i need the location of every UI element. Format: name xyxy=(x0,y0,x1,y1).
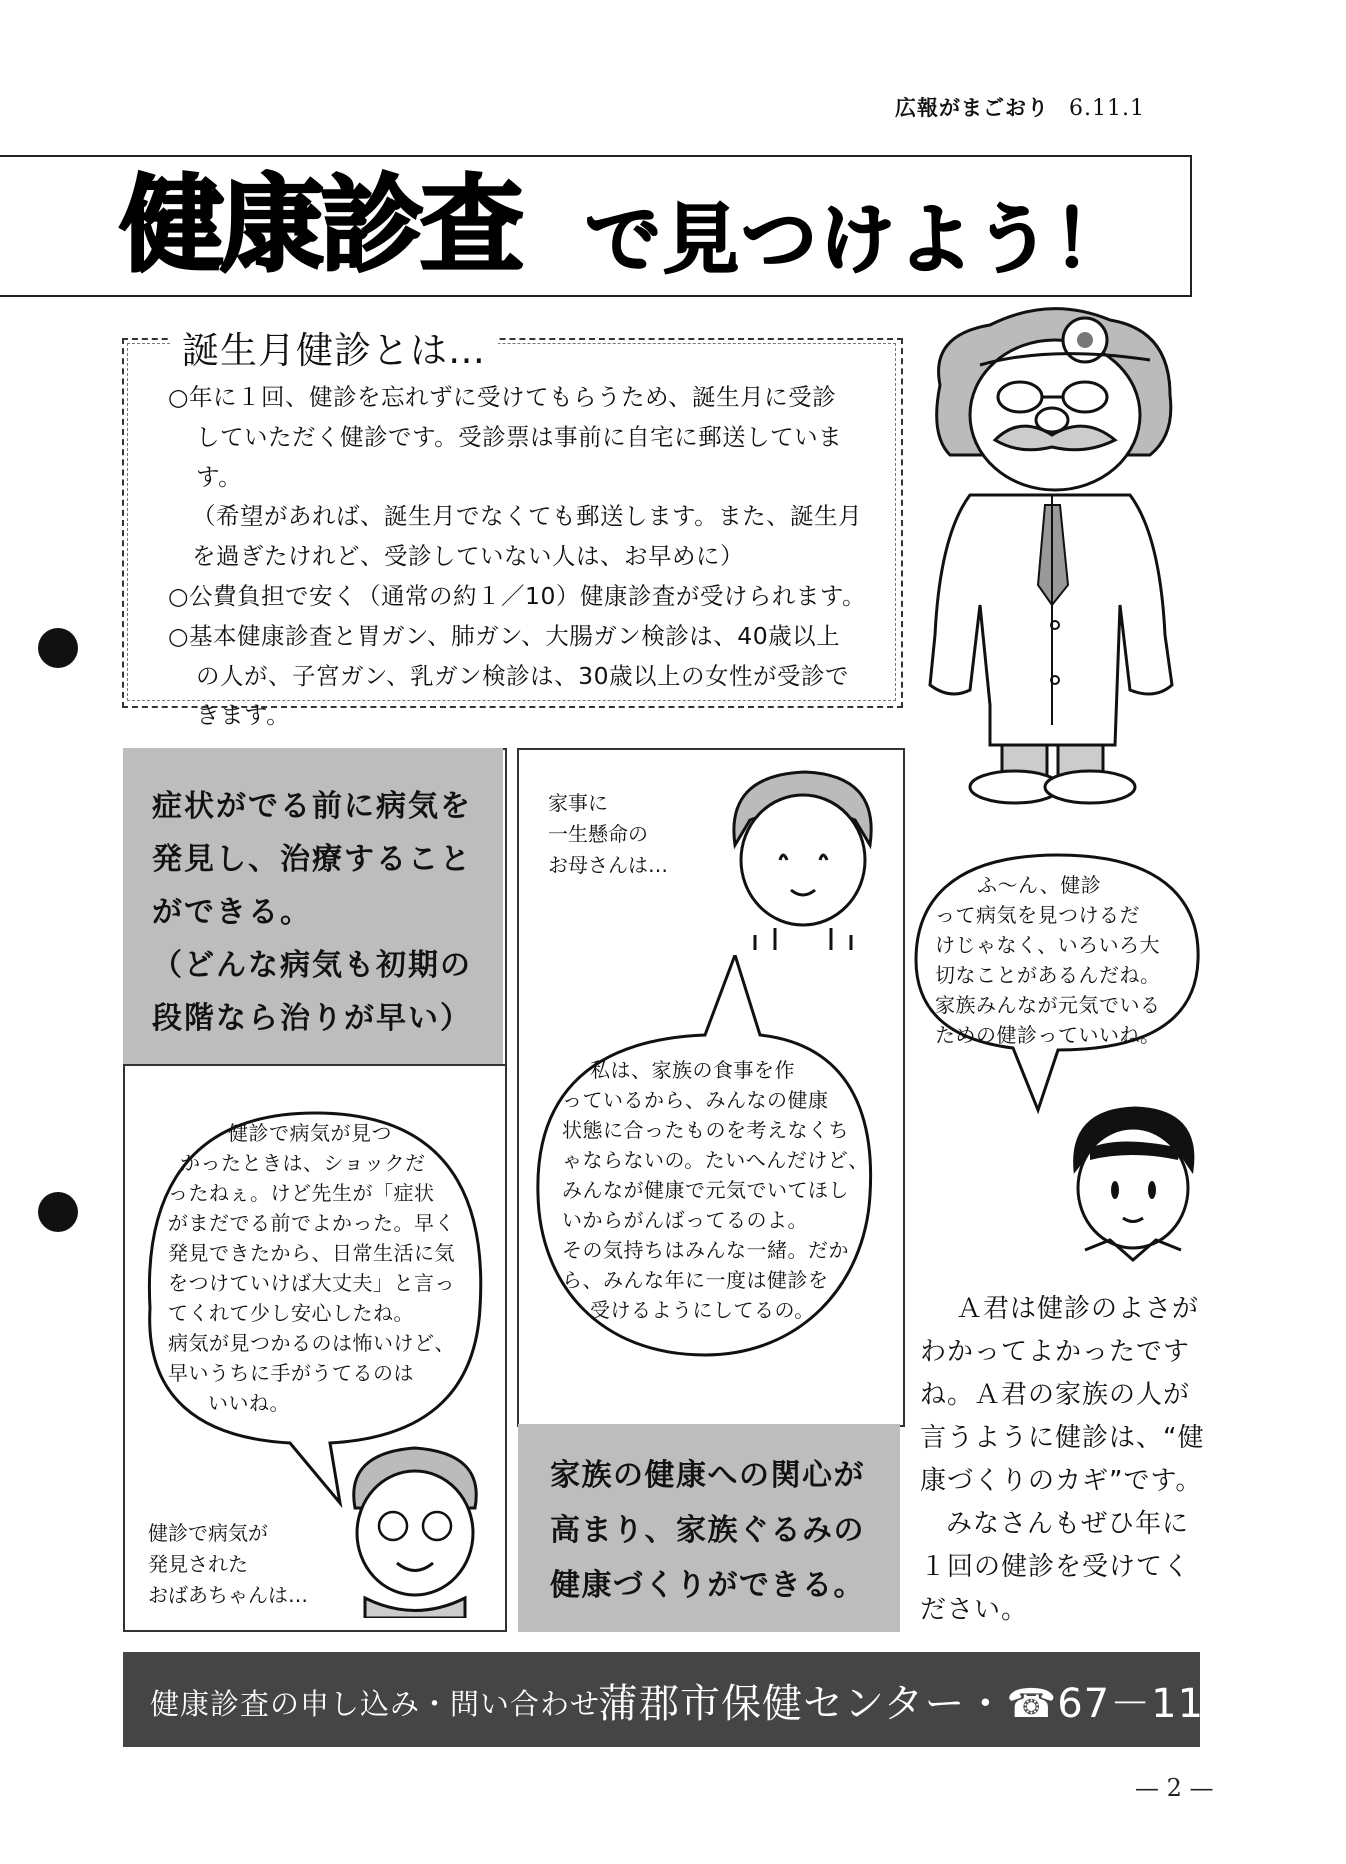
panel-divider xyxy=(123,1064,505,1066)
benefit-2-line: 家族の健康への関心が xyxy=(550,1458,865,1493)
mother-speech-line: いからがんばってるのよ。 xyxy=(562,1208,808,1232)
punch-hole xyxy=(38,1192,78,1232)
mother-caption-line: 一生懸命の xyxy=(548,822,648,846)
benefit-2-text xyxy=(550,1448,890,1613)
conclusion-line: みなさんもぜひ年に xyxy=(946,1509,1190,1539)
conclusion-line: １回の健診を受けてく xyxy=(920,1552,1191,1582)
grandma-caption-line: 健診で病気が xyxy=(148,1521,268,1545)
conclusion-line: 言うように健診は、“健 xyxy=(920,1423,1205,1453)
definition-heading: 誕生月健診とは… xyxy=(170,320,498,374)
mother-speech-line: みんなが健康で元気でいてほし xyxy=(562,1178,849,1202)
benefit-1-line: 段階なら治りが早い） xyxy=(152,1001,472,1036)
publication-header xyxy=(895,92,1145,122)
definition-line: の人が、子宮ガン、乳ガン検診は、30歳以上の女性が受診で xyxy=(196,661,850,690)
mother-caption xyxy=(548,788,668,881)
grandma-speech-line: 病気が見つかるのは怖いけど、 xyxy=(168,1331,455,1355)
definition-body xyxy=(168,378,888,736)
conclusion-line: ださい。 xyxy=(920,1595,1029,1625)
grandma-speech-line: いいね。 xyxy=(208,1391,290,1415)
grandma-caption-line: 発見された xyxy=(148,1552,248,1576)
grandma-speech-line: をつけていけば大丈夫」と言っ xyxy=(168,1271,455,1295)
definition-line: きます。 xyxy=(196,701,291,730)
grandma-speech-line: ったねぇ。けど先生が「症状 xyxy=(168,1181,435,1205)
mother-speech-line: 受けるようにしてるの。 xyxy=(590,1298,815,1322)
mother-speech-line: ら、みんな年に一度は健診を xyxy=(562,1268,829,1292)
conclusion-line: わかってよかったです xyxy=(920,1337,1191,1367)
boy-speech-line: ふ〜ん、健診 xyxy=(977,873,1102,897)
page-title-sub: で見つけよう！ xyxy=(585,195,1131,284)
definition-line: していただく健診です。受診票は事前に自宅に郵送しています。 xyxy=(196,422,843,491)
benefit-1-line: 症状がでる前に病気を xyxy=(152,789,472,824)
mother-speech-line: ゃならないの。たいへんだけど、 xyxy=(562,1148,869,1172)
conclusion-text xyxy=(920,1288,1220,1632)
grandma-speech-line: てくれて少し安心したね。 xyxy=(168,1301,414,1325)
punch-hole xyxy=(38,628,78,668)
benefit-1-line: ができる。 xyxy=(152,895,312,930)
definition-line: ○年に１回、健診を忘れずに受けてもらうため、誕生月に受診 xyxy=(168,383,837,411)
definition-line: ○基本健康診査と胃ガン、肺ガン、大腸ガン検診は、40歳以上 xyxy=(168,621,841,650)
mother-caption-line: 家事に xyxy=(548,791,608,815)
grandma-speech-line: 発見できたから、日常生活に気 xyxy=(168,1241,455,1265)
mother-speech-line: っているから、みんなの健康 xyxy=(562,1088,829,1112)
grandma-speech-line: 早いうちに手がうてるのは xyxy=(168,1361,414,1385)
doctor-illustration xyxy=(910,305,1210,810)
definition-line: （希望があれば、誕生月でなくても郵送します。また、誕生月 xyxy=(192,502,863,531)
conclusion-line: Ａ君は健診のよさが xyxy=(956,1294,1200,1324)
boy-speech-line: 切なことがあるんだね。 xyxy=(935,963,1161,987)
boy-illustration xyxy=(1060,1100,1205,1265)
grandma-speech-line: がまだでる前でよかった。早く xyxy=(168,1211,455,1235)
definition-line: ○公費負担で安く（通常の約１／10）健康診査が受けられます。 xyxy=(168,581,867,610)
mother-speech-text xyxy=(562,1055,882,1325)
conclusion-line: 康づくりのカギ”です。 xyxy=(920,1466,1203,1496)
grandma-speech-line: かったときは、ショックだ xyxy=(180,1151,426,1175)
boy-speech-line: って病気を見つけるだ xyxy=(935,903,1140,927)
page-title-main: 健康診査 xyxy=(120,164,521,286)
grandma-speech-line: 健診で病気が見つ xyxy=(228,1121,392,1145)
conclusion-line: ね。Ａ君の家族の人が xyxy=(920,1380,1191,1410)
benefit-1-text xyxy=(152,780,492,1045)
boy-speech-text xyxy=(935,870,1185,1050)
grandma-speech-text xyxy=(168,1118,478,1418)
contact-center-phone: 蒲郡市保健センター・☎67－1151 xyxy=(598,1681,1257,1727)
grandma-caption xyxy=(148,1518,308,1611)
benefit-1-line: 発見し、治療すること xyxy=(152,842,472,877)
mother-speech-line: 私は、家族の食事を作 xyxy=(590,1058,795,1082)
grandma-caption-line: おばあちゃんは… xyxy=(148,1583,308,1607)
grandma-illustration xyxy=(335,1438,495,1618)
benefit-2-line: 高まり、家族ぐるみの xyxy=(550,1513,865,1548)
benefit-1-line: （どんな病気も初期の xyxy=(152,948,472,983)
boy-speech-line: ための健診っていいね。 xyxy=(935,1023,1161,1047)
mother-speech-line: その気持ちはみんな一緒。だか xyxy=(562,1238,849,1262)
publication-name: 広報がまごおり xyxy=(895,96,1049,120)
boy-speech-line: 家族みんなが元気でいる xyxy=(935,993,1161,1017)
contact-label: 健康診査の申し込み・問い合わせ xyxy=(150,1687,601,1721)
page-number: — 2 — xyxy=(1135,1774,1214,1802)
boy-speech-line: けじゃなく、いろいろ大 xyxy=(935,933,1161,957)
mother-illustration xyxy=(715,760,890,950)
mother-caption-line: お母さんは… xyxy=(548,853,668,877)
publication-date: 6.11.1 xyxy=(1069,96,1145,121)
mother-speech-line: 状態に合ったものを考えなくち xyxy=(562,1118,849,1142)
benefit-2-line: 健康づくりができる。 xyxy=(550,1568,865,1603)
definition-line: を過ぎたけれど、受診していない人は、お早めに） xyxy=(192,542,744,571)
